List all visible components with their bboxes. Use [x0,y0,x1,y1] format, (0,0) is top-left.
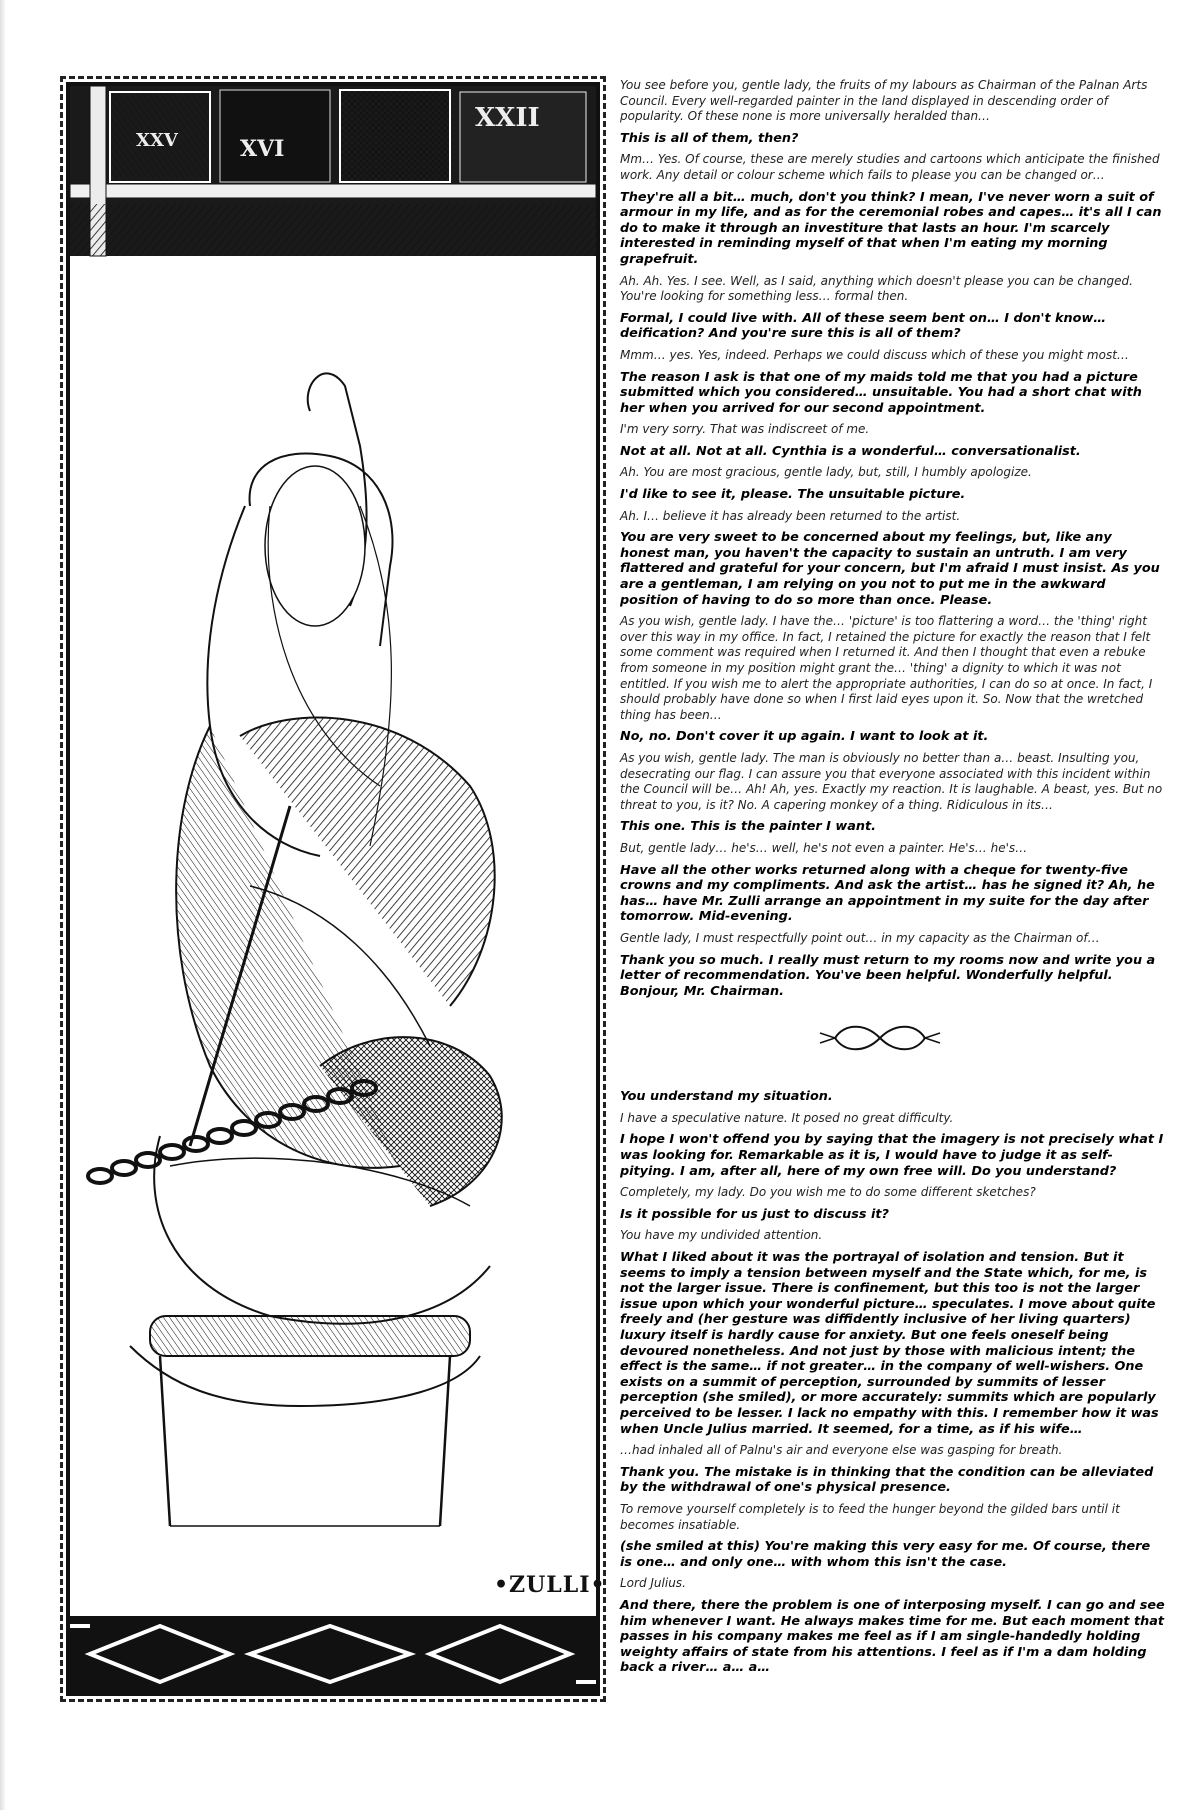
lady-dialogue-line: Not at all. Not at all. Cynthia is a wonderful… conversationalist. [620,443,1081,459]
reply-dialogue-line: I have a speculative nature. It posed no great difficulty. [620,1110,954,1125]
book-spine-label: XXII [475,103,540,133]
scene-break-ornament [620,1013,1165,1063]
chained-figure-drawing [88,373,502,1526]
reply-dialogue-line: Ah. I… believe it has already been returned to the artist. [620,508,961,523]
decorative-footer-pattern [70,1616,596,1692]
lady-dialogue-line: Thank you. The mistake is in thinking that the condition can be alleviated by the withdrawal of one's physical presence. [620,1464,1154,1496]
lady-dialogue-line: No, no. Don't cover it up again. I want to look at it. [620,729,989,745]
lady-dialogue-line: This one. This is the painter I want. [620,819,876,835]
book-spine-label: XXV [136,130,178,151]
dialogue-column [620,78,1165,1682]
reply-dialogue-line: To remove yourself completely is to feed the hunger beyond the gilded bars until it becomes insatiable. [620,1501,1120,1532]
illustration-drawing [70,86,596,1692]
lady-dialogue-line: This is all of them, then? [620,130,799,146]
lady-dialogue-line: Is it possible for us just to discuss it? [620,1206,889,1222]
dialogue-scene-one [620,78,1165,999]
reply-dialogue-line: I'm very sorry. That was indiscreet of me. [620,422,870,437]
reply-dialogue-line: As you wish, gentle lady. The man is obviously no better than a… beast. Insulting you, desecrating our flag. I can assure you that everyone associated with this incident within the Council will be… Ah! Ah, yes. Exactly my reaction. It is laughable. A beast, yes. But no threat to you, is it? No. A capering monkey of a thing. Ridiculous in its… [620,750,1163,812]
lady-dialogue-line: And there, there the problem is one of interposing myself. I can go and see him whenever I want. He always makes time for me. But each moment that passes in his company makes me feel as if I am single-handedly holding weighty affairs of state from his attentions. I feel as if I'm a dam holding back a river… a… a… [620,1597,1165,1676]
dialogue-scene-two [620,1089,1165,1676]
lady-dialogue-line: You are very sweet to be concerned about my feelings, but, like any honest man, you haven't the capacity to sustain an untruth. I am very flattered and grateful for your concern, but I'm afraid I must insist. As you are a gentleman, I am relying on you not to put me in the awkward position of having to do so more than once. Please. [620,530,1160,608]
illustration-panel [66,82,606,1696]
reply-dialogue-line: …had inhaled all of Palnu's air and everyone else was gasping for breath. [620,1443,1063,1458]
reply-dialogue-line: But, gentle lady… he's… well, he's not even a painter. He's… he's… [620,840,1028,855]
reply-dialogue-line: As you wish, gentle lady. I have the… 'picture' is too flattering a word… the 'thing' right over this way in my office. In fact, I retained the picture for exactly the reason that I felt some comment was required when I returned it. And then I thought that even a rebuke from someone in my position might grant the… 'thing' a dignity to which it was not entitled. If you wish me to alert the appropriate authorities, I can do so at once. In fact, I should probably have done so when I first laid eyes upon it. So. Now that the wretched thing has been… [620,614,1153,722]
reply-dialogue-line: You have my undivided attention. [620,1228,823,1243]
lady-dialogue-line: Thank you so much. I really must return to my rooms now and write you a letter of recommendation. You've been helpful. Wonderfully helpful. Bonjour, Mr. Chairman. [620,952,1156,999]
artist-signature: •ZULLI• [494,1572,606,1598]
reply-dialogue-line: Completely, my lady. Do you wish me to do some different sketches? [620,1185,1036,1200]
lady-dialogue-line: They're all a bit… much, don't you think? I mean, I've never worn a suit of armour in my life, and as for the ceremonial robes and capes… it's all I can do to make it through an investiture that lasts an hour. I'm scarcely interested in reminding myself of that when I'm eating my morning grapefruit. [620,189,1162,267]
reply-dialogue-line: Lord Julius. [620,1576,686,1591]
lady-dialogue-line: I'd like to see it, please. The unsuitable picture. [620,487,966,503]
reply-dialogue-line: Gentle lady, I must respectfully point out… in my capacity as the Chairman of… [620,930,1100,945]
reply-dialogue-line: Mm… Yes. Of course, these are merely studies and cartoons which anticipate the finished work. Any detail or colour scheme which fails to please you can be changed or… [620,152,1160,182]
lady-dialogue-line: What I liked about it was the portrayal of isolation and tension. But it seems to imply a tension between myself and the State which, for me, is not the larger issue. There is confinement, but this too is not the larger issue upon which your wonderful picture… speculates. I move about quite freely and (her gesture was diffidently inclusive of her living quarters) luxury itself is hardly cause for anxiety. But one feels oneself being devoured nonetheless. And not just by those with malicious intent; the effect is the same… if not greater… in the company of well-wishers. One exists on a summit of perception, surrounded by summits of lesser perception (she smiled), or more accurately: summits which are popularly perceived to be lesser. I lack no empathy with this. I remember how it was when Uncle Julius married. It seemed, for a time, as if his wife… [620,1250,1159,1437]
page-edge-shadow [0,0,6,1810]
reply-dialogue-line: You see before you, gentle lady, the fruits of my labours as Chairman of the Palnan Arts Council. Every well-regarded painter in the land displayed in descending order of popularity. Of these none is more universally heralded than… [620,78,1148,124]
lady-dialogue-line: Have all the other works returned along with a cheque for twenty-five crowns and my compliments. And ask the artist… has he signed it? Ah, he has… have Mr. Zulli arrange an appointment in my suite for the day after tomorrow. Mid-evening. [620,862,1155,925]
reply-dialogue-line: Ah. Ah. Yes. I see. Well, as I said, anything which doesn't please you can be changed. You're looking for something less… formal then. [620,273,1133,304]
reply-dialogue-line: Mmm… yes. Yes, indeed. Perhaps we could discuss which of these you might most… [620,347,1129,362]
book-spine-label: XVI [240,136,285,162]
reply-dialogue-line: Ah. You are most gracious, gentle lady, but, still, I humbly apologize. [620,465,1032,480]
lady-dialogue-line: You understand my situation. [620,1089,833,1105]
bookshelf-scene [70,86,596,256]
lady-dialogue-line: Formal, I could live with. All of these seem bent on… I don't know… deification? And you're sure this is all of them? [620,310,1107,342]
lady-dialogue-line: The reason I ask is that one of my maids told me that you had a picture submitted which you considered… unsuitable. You had a short chat with her when you arrived for our second appointment. [620,369,1142,416]
lady-dialogue-line: (she smiled at this) You're making this very easy for me. Of course, there is one… and only one… with whom this isn't the case. [620,1539,1151,1570]
lady-dialogue-line: I hope I won't offend you by saying that the imagery is not precisely what I was looking for. Remarkable as it is, I would have to judge it as self-pitying. I am, after all, here of my own free will. Do you understand? [620,1132,1164,1179]
